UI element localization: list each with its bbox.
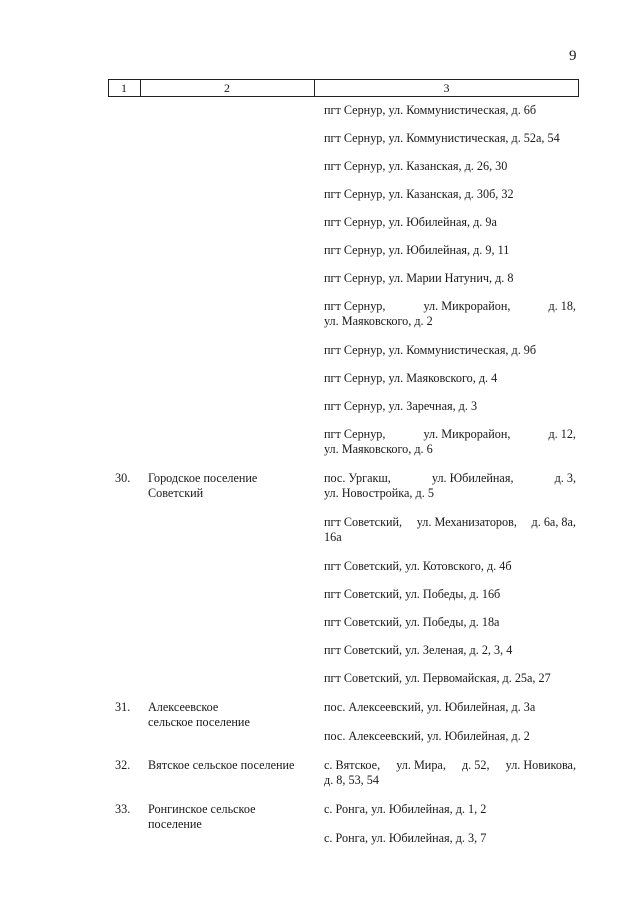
address-line: пгт Советский, ул. Зеленая, д. 2, 3, 4 [324, 643, 513, 657]
address-block [324, 427, 576, 456]
settlement-name: Алексеевское сельское поселение [148, 700, 250, 729]
text-part: с. Вятское, [324, 758, 381, 772]
text-part: д. 8, 53, 54 [324, 772, 379, 787]
text-part: д. 12, [548, 427, 576, 441]
address-block [324, 515, 576, 544]
header-col-1: 1 [121, 81, 127, 95]
text-part: пгт Советский, [324, 515, 403, 529]
address-line: пгт Сернур, ул. Коммунистическая, д. 6б [324, 103, 537, 117]
address-line: пгт Советский, ул. Победы, д. 18а [324, 615, 500, 629]
justified-line [324, 515, 576, 530]
address-line: с. Ронга, ул. Юбилейная, д. 1, 2 [324, 802, 487, 816]
address-block [324, 299, 576, 328]
address-line: пгт Сернур, ул. Юбилейная, д. 9, 11 [324, 243, 510, 257]
address-line: пгт Сернур, ул. Коммунистическая, д. 9б [324, 343, 537, 357]
address-line: пгт Сернур, ул. Юбилейная, д. 9а [324, 215, 497, 229]
address-line: пгт Сернур, ул. Казанская, д. 26, 30 [324, 159, 508, 173]
justified-line [324, 299, 576, 314]
text-part: пос. Ургакш, [324, 471, 391, 485]
justified-line [324, 471, 576, 486]
address-line: пгт Сернур, ул. Казанская, д. 30б, 32 [324, 187, 514, 201]
text-part: ул. Новостройка, д. 5 [324, 485, 434, 500]
text-part: д. 52, [462, 758, 490, 772]
header-col-2: 2 [224, 81, 230, 95]
text-part: ул. Маяковского, д. 2 [324, 313, 433, 328]
address-line: пгт Советский, ул. Победы, д. 16б [324, 587, 501, 601]
address-block [324, 471, 576, 500]
text-part: ул. Юбилейная, [431, 471, 514, 485]
table-header [108, 79, 579, 97]
text-part: пгт Сернур, [324, 427, 386, 441]
text-part: ул. Маяковского, д. 6 [324, 441, 433, 456]
justified-line [324, 427, 576, 442]
settlement-name: Городское поселение Советский [148, 471, 258, 500]
text-part: ул. Микрорайон, [423, 427, 511, 441]
header-col-3: 3 [443, 81, 450, 95]
row-number: 32. [115, 758, 131, 772]
settlement-name: Вятское сельское поселение [148, 758, 295, 772]
address-line: пгт Сернур, ул. Заречная, д. 3 [324, 399, 478, 413]
text-part: ул. Новикова, [505, 758, 576, 772]
text-part: д. 18, [548, 299, 576, 313]
row-number: 31. [115, 700, 131, 714]
text-part: д. 3, [554, 471, 576, 485]
text-part: 16а [324, 529, 342, 544]
justified-line [324, 758, 576, 773]
settlement-name: Ронгинское сельское поселение [148, 802, 256, 831]
row-number: 33. [115, 802, 131, 816]
text-part: д. 6а, 8а, [531, 515, 576, 529]
page-number: 9 [569, 48, 577, 64]
address-line: пгт Советский, ул. Первомайская, д. 25а, 27 [324, 671, 551, 685]
text-part: пгт Сернур, [324, 299, 386, 313]
address-line: пгт Сернур, ул. Коммунистическая, д. 52а, 54 [324, 131, 560, 145]
text-part: ул. Механизаторов, [416, 515, 517, 529]
address-block [324, 758, 576, 787]
address-line: пос. Алексеевский, ул. Юбилейная, д. 2 [324, 729, 530, 743]
address-line: пгт Сернур, ул. Марии Натунич, д. 8 [324, 271, 514, 285]
address-line: с. Ронга, ул. Юбилейная, д. 3, 7 [324, 831, 487, 845]
address-line: пгт Сернур, ул. Маяковского, д. 4 [324, 371, 498, 385]
address-line: пгт Советский, ул. Котовского, д. 4б [324, 559, 512, 573]
address-line: пос. Алексеевский, ул. Юбилейная, д. 3а [324, 700, 536, 714]
text-part: ул. Микрорайон, [423, 299, 511, 313]
text-part: ул. Мира, [396, 758, 446, 772]
row-number: 30. [115, 471, 131, 485]
